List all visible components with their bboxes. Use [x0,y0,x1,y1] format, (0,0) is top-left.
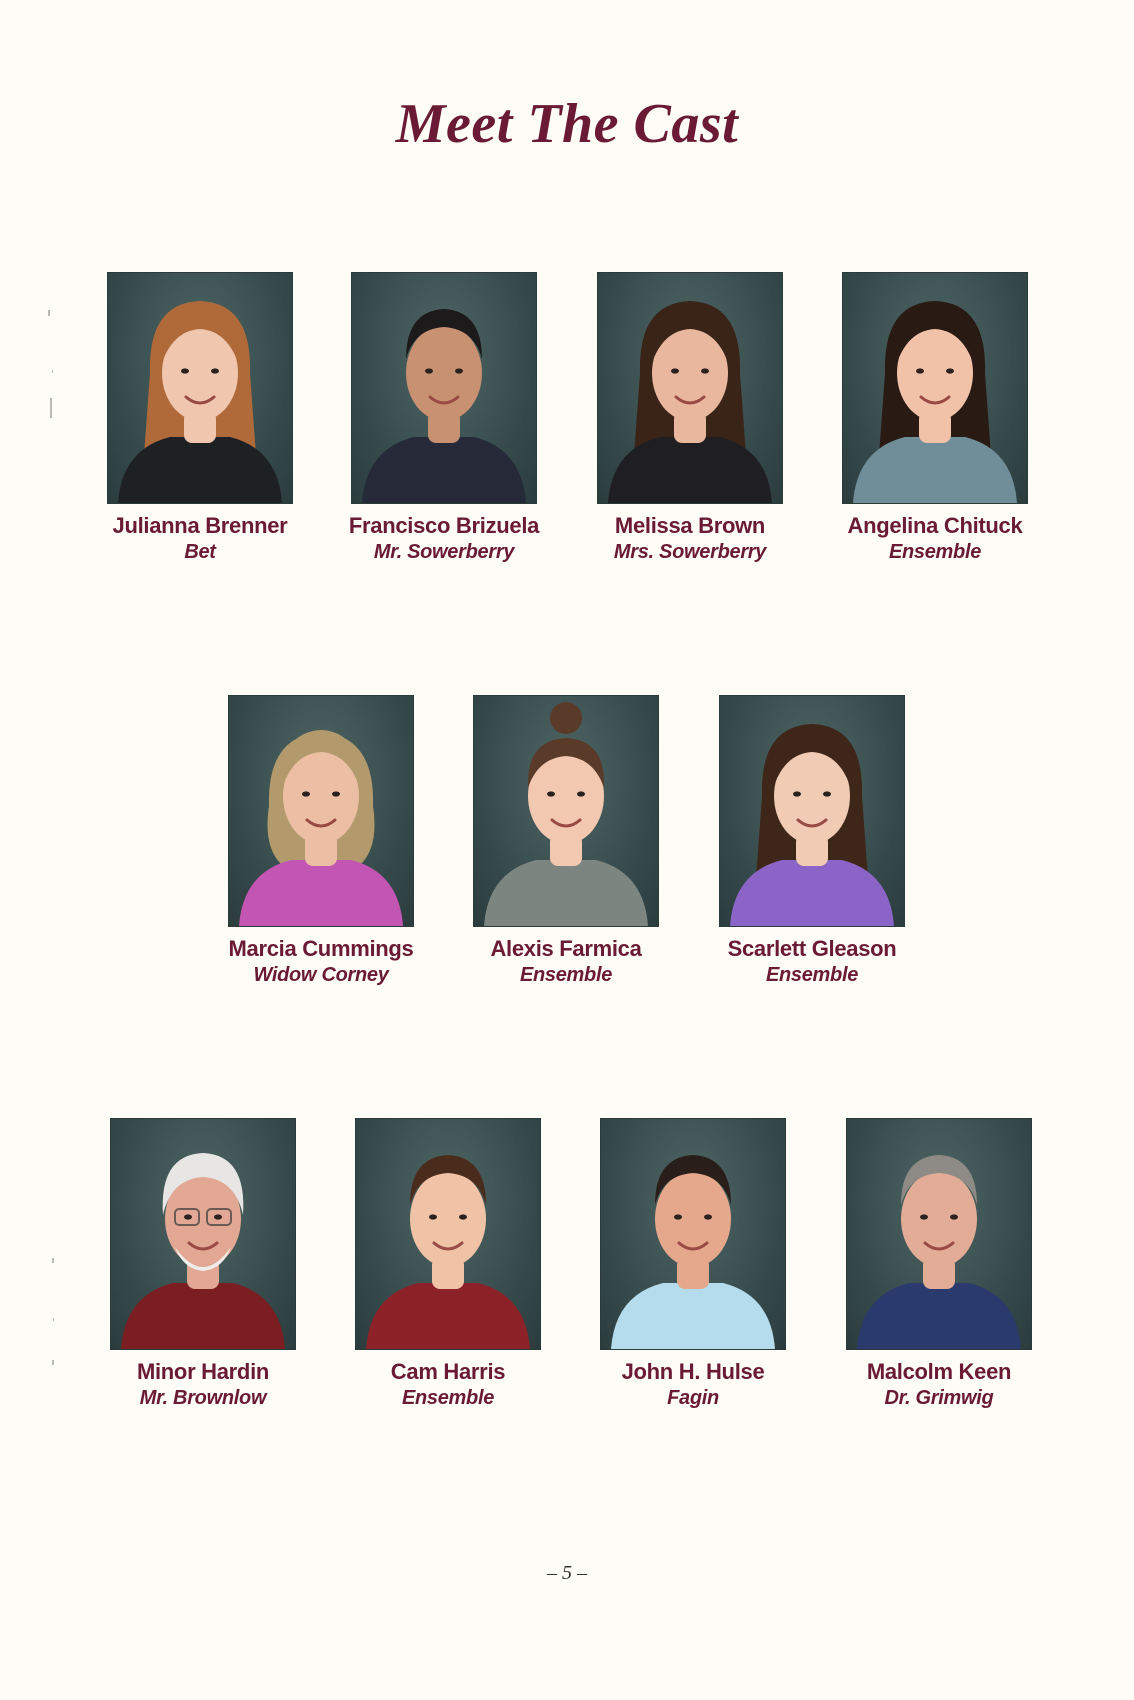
scan-mark [52,1258,54,1263]
portrait-illustration [356,1119,540,1349]
portrait-illustration [352,273,536,503]
cast-name: Malcolm Keen [866,1359,1012,1384]
portrait-illustration [598,273,782,503]
cast-name: Minor Hardin [136,1359,270,1384]
cast-role: Ensemble [765,964,859,986]
cast-role: Bet [184,541,216,563]
scan-mark [52,1360,54,1365]
portrait-illustration [108,273,292,503]
cast-photo [351,272,537,504]
cast-role: Mrs. Sowerberry [613,541,767,563]
cast-name: John H. Hulse [621,1359,765,1384]
cast-name: Alexis Farmica [490,936,642,961]
page-title: Meet The Cast [395,93,739,155]
cast-photo [846,1118,1032,1350]
cast-name: Cam Harris [390,1359,506,1384]
cast-name: Scarlett Gleason [727,936,897,961]
cast-role: Widow Corney [253,964,389,986]
cast-card [809,1118,1069,1411]
cast-photo [110,1118,296,1350]
cast-photo [842,272,1028,504]
cast-role: Mr. Brownlow [139,1387,267,1409]
page-number: – 5 – [547,1562,587,1584]
scan-mark [50,398,52,418]
cast-photo [473,695,659,927]
portrait-illustration [601,1119,785,1349]
cast-name: Marcia Cummings [228,936,414,961]
cast-card [191,695,451,988]
cast-card [682,695,942,988]
cast-role: Dr. Grimwig [884,1387,994,1409]
portrait-illustration [843,273,1027,503]
cast-photo [719,695,905,927]
cast-photo [107,272,293,504]
portrait-illustration [474,696,658,926]
cast-name: Francisco Brizuela [348,513,540,538]
cast-photo [597,272,783,504]
cast-photo [228,695,414,927]
portrait-illustration [847,1119,1031,1349]
scan-mark [48,310,50,316]
cast-card [70,272,330,565]
cast-card [436,695,696,988]
portrait-illustration [229,696,413,926]
cast-photo [600,1118,786,1350]
cast-photo [355,1118,541,1350]
cast-name: Angelina Chituck [847,513,1023,538]
scan-mark [52,370,53,373]
portrait-illustration [111,1119,295,1349]
cast-card [563,1118,823,1411]
cast-card [314,272,574,565]
portrait-illustration [720,696,904,926]
cast-role: Fagin [667,1387,719,1409]
cast-role: Mr. Sowerberry [373,541,515,563]
cast-role: Ensemble [401,1387,495,1409]
cast-card [318,1118,578,1411]
cast-card [805,272,1065,565]
cast-card [560,272,820,565]
cast-name: Julianna Brenner [112,513,288,538]
cast-role: Ensemble [519,964,613,986]
cast-card [73,1118,333,1411]
cast-role: Ensemble [888,541,982,563]
scan-mark [53,1318,54,1321]
cast-name: Melissa Brown [614,513,766,538]
